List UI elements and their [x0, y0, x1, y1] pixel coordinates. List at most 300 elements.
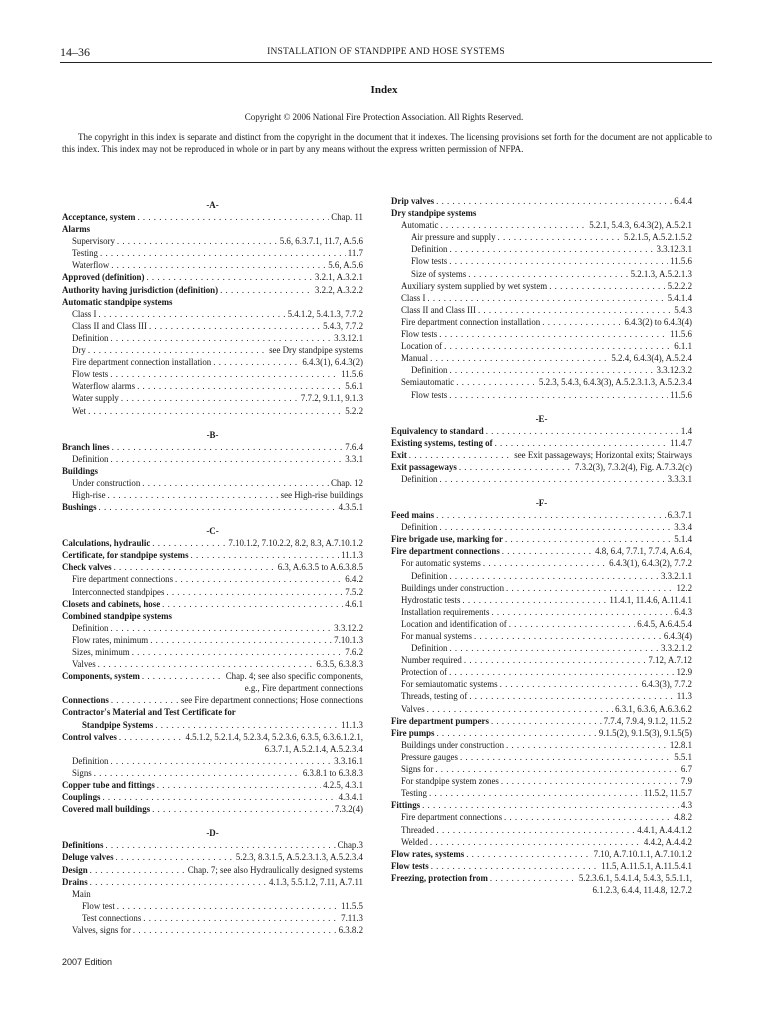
dot-leader [468, 268, 628, 280]
entry-reference: 6.4.4 [674, 196, 692, 206]
entry-reference: 7.3.2(3), 7.3.2(4), Fig. A.7.3.2(c) [574, 461, 692, 472]
dot-leader [466, 848, 591, 860]
dot-leader [88, 344, 267, 356]
entry-term: Valves, signs for [72, 924, 131, 935]
dot-leader [213, 356, 300, 368]
index-entry [391, 848, 692, 860]
section-gap [62, 815, 363, 823]
index-entry [391, 545, 692, 557]
index-entry [391, 425, 692, 437]
index-entry [391, 389, 692, 401]
entry-term: Manual [401, 353, 429, 364]
dot-leader [431, 860, 600, 872]
entry-term: Size of systems [411, 268, 467, 279]
index-entry [62, 392, 363, 404]
entry-term: Threaded [401, 824, 435, 835]
entry-term: Signs for [401, 764, 434, 775]
entry-term: Definition [72, 622, 109, 633]
entry-reference: 11.5.6 [670, 329, 692, 340]
entry-reference: 3.2.2, A.3.2.2 [314, 284, 363, 295]
index-entry [62, 223, 363, 235]
dot-leader [146, 271, 312, 283]
dot-leader [157, 779, 321, 791]
entry-term: Waterflow alarms [72, 381, 136, 392]
index-entry [62, 791, 363, 803]
entry-reference: 4.2.5, 4.3.1 [323, 780, 363, 791]
copyright-notice: Copyright © 2006 National Fire Protection Association. All Rights Reserved. [244, 112, 524, 122]
index-entry [391, 824, 692, 836]
entry-term: For semiautomatic systems [401, 679, 498, 690]
dot-leader [150, 634, 332, 646]
index-entry [391, 219, 692, 231]
entry-reference: 11.4.7 [670, 437, 692, 448]
index-entry [391, 509, 692, 521]
index-entry [391, 268, 692, 280]
entry-term: Copper tube and fittings [62, 780, 155, 791]
entry-reference: Chap. 11 [331, 212, 363, 222]
index-entry [62, 767, 363, 779]
entry-reference: 11.1.3 [341, 719, 363, 730]
dot-leader [491, 606, 672, 618]
index-entry [391, 207, 692, 219]
index-entry [62, 864, 363, 876]
entry-reference: 6.3.1, 6.3.6, A.6.3.6.2 [615, 703, 692, 714]
entry-reference: 12.8.1 [669, 739, 692, 750]
entry-term: Covered mall buildings [62, 804, 151, 815]
entry-reference: 7.12, A.7.12 [648, 655, 692, 666]
section-letter-heading: -A- [206, 200, 219, 210]
entry-reference: 7.10.1.2, 7.10.2.2, 8.2, 8.3, A.7.10.1.2 [228, 538, 363, 549]
index-entry [62, 561, 363, 573]
index-entry [62, 900, 363, 912]
dot-leader [111, 694, 179, 706]
index-entry [391, 364, 692, 376]
index-entry [391, 449, 692, 461]
index-entry [62, 876, 363, 888]
entry-term: Exit [391, 449, 407, 460]
dot-leader [143, 912, 339, 924]
index-entry [391, 304, 692, 316]
dot-leader [422, 799, 679, 811]
entry-term: Valves [401, 703, 425, 714]
section-letter-heading: -E- [535, 413, 548, 424]
index-entry [391, 521, 692, 533]
dot-leader [436, 727, 596, 739]
index-entry [62, 755, 363, 767]
dot-leader [119, 731, 184, 743]
dot-leader [506, 582, 674, 594]
page-number: 14–36 [60, 45, 90, 59]
section-gap [62, 417, 363, 425]
dot-leader [90, 864, 186, 876]
index-entry [62, 489, 363, 501]
entry-term: Buildings under construction [401, 739, 505, 750]
index-entry [391, 582, 692, 594]
entry-reference-continued: e.g., Fire department connections [244, 683, 363, 694]
entry-term: Flow tests [401, 329, 438, 340]
dot-leader [155, 719, 339, 731]
index-entry [391, 231, 692, 243]
index-entry [62, 405, 363, 417]
entry-reference: 6.4.3 [674, 606, 692, 617]
dot-leader [456, 376, 537, 388]
index-entry [391, 195, 692, 207]
entry-reference: 4.1.3, 5.5.1.2, 7.11, A.7.11 [268, 876, 363, 887]
entry-term: Waterflow [72, 260, 110, 271]
entry-term: Air pressure and supply [411, 232, 496, 243]
entry-term: Testing [72, 248, 98, 259]
index-entry [391, 739, 692, 751]
entry-term: Sizes, minimum [72, 647, 130, 657]
entry-reference: 5.5.1 [674, 751, 692, 762]
index-entry [391, 316, 692, 328]
index-entry [62, 368, 363, 380]
entry-term: Flow test [82, 900, 115, 911]
dot-leader [498, 231, 622, 243]
dot-leader [486, 425, 679, 437]
entry-term: Definition [401, 522, 438, 533]
dot-leader [220, 284, 313, 296]
entry-reference: 6.1.1 [674, 341, 692, 352]
entry-reference: 9.1.5(2), 9.1.5(3), 9.1.5(5) [598, 727, 692, 738]
entry-reference: 7.11.3 [341, 912, 363, 923]
entry-reference: 12.9 [676, 667, 692, 678]
index-entry [391, 654, 692, 666]
entry-term: Threads, testing of [401, 691, 468, 702]
entry-reference: 6.3.7.1 [667, 510, 692, 521]
entry-term: Fittings [391, 800, 421, 811]
index-entry [62, 247, 363, 259]
dot-leader [191, 549, 340, 561]
entry-term: Design [62, 864, 88, 875]
entry-reference: Chap. 4; see also specific components, [225, 671, 363, 682]
entry-term: Wet [72, 405, 87, 416]
index-entry [62, 259, 363, 271]
entry-term: Calculations, hydraulic [62, 538, 151, 549]
index-entry [391, 715, 692, 727]
index-entry [62, 501, 363, 513]
entry-reference: 12.2 [676, 582, 692, 593]
dot-leader [436, 509, 665, 521]
index-column-right [391, 195, 692, 896]
entry-reference: 11.5.5 [341, 900, 363, 911]
entry-term: Bushings [62, 502, 97, 513]
entry-reference: 7.9 [680, 776, 692, 787]
index-entry [62, 924, 363, 936]
entry-reference: 7.10.1.3 [334, 634, 363, 645]
entry-reference: 3.3.3.1 [667, 473, 692, 484]
dot-leader [166, 586, 343, 598]
entry-reference: 7.7.2, 9.1.1, 9.1.3 [300, 393, 363, 404]
index-entry [62, 296, 363, 308]
entry-term: Interconnected standpipes [72, 586, 165, 597]
dot-leader [137, 380, 343, 392]
index-entry [391, 352, 692, 364]
entry-reference: 11.5.6 [670, 256, 692, 267]
dot-leader [449, 255, 668, 267]
dot-leader [117, 900, 339, 912]
entry-term: Hydrostatic tests [401, 594, 461, 605]
entry-term: Flow tests [411, 389, 448, 400]
entry-term: For manual systems [401, 631, 472, 641]
entry-term: Definition [401, 473, 438, 484]
entry-reference: 11.5, A.11.5.1, A.11.5.4.1 [601, 860, 692, 871]
index-entry [391, 437, 692, 449]
dot-leader [117, 235, 278, 247]
entry-reference: 11.1.3 [341, 550, 363, 561]
entry-term: Branch lines [62, 441, 110, 452]
entry-term: Definition [411, 643, 448, 654]
index-entry [391, 727, 692, 739]
index-entry [391, 703, 692, 715]
index-entry [62, 851, 363, 863]
index-entry [391, 678, 692, 690]
entry-reference: 6.3.5, 6.3.8.3 [316, 659, 363, 670]
index-entry [62, 320, 363, 332]
entry-term: Check valves [62, 562, 112, 573]
entry-reference: 4.4.2, A.4.4.2 [643, 836, 692, 847]
index-entry [391, 872, 692, 884]
entry-term: Test connections [82, 912, 142, 923]
edition-footer: 2007 Edition [62, 957, 113, 967]
index-entry [391, 280, 692, 292]
index-entry [62, 537, 363, 549]
entry-term: Dry [72, 345, 86, 356]
dot-leader [110, 755, 332, 767]
entry-reference-continued: 6.1.2.3, 6.4.4, 11.4.8, 12.7.2 [592, 884, 692, 895]
dot-leader [108, 489, 279, 501]
index-entry [391, 340, 692, 352]
dot-leader [162, 598, 343, 610]
section-letter-heading: -F- [535, 498, 548, 509]
entry-reference: 5.4.3 [674, 304, 692, 315]
dot-leader [152, 803, 333, 815]
index-entry [62, 453, 363, 465]
dot-leader [149, 320, 321, 332]
index-entry [391, 666, 692, 678]
entry-term: Equivalency to standard [391, 425, 484, 436]
index-entry [391, 461, 692, 473]
entry-term: Fire department connection installation [401, 316, 541, 327]
index-entry [391, 836, 692, 848]
dot-leader [105, 839, 335, 851]
entry-reference: 6.4.3(2) to 6.4.3(4) [624, 316, 692, 327]
dot-leader [94, 767, 301, 779]
entry-reference: 6.3, A.6.3.5 to A.6.3.8.5 [277, 562, 363, 573]
entry-reference: see Fire department connections; Hose connections [180, 695, 363, 706]
dot-leader [102, 791, 336, 803]
entry-reference: 11.5.6 [341, 369, 363, 380]
index-entry [391, 811, 692, 823]
dot-leader [491, 715, 602, 727]
dot-leader [137, 211, 329, 223]
dot-leader [509, 618, 636, 630]
index-entry-continuation [62, 743, 363, 755]
index-entry [391, 328, 692, 340]
entry-term: Under construction [72, 477, 141, 488]
entry-reference: 5.4.1.2, 5.4.1.3, 7.7.2 [287, 308, 363, 319]
section-letter-heading: -B- [206, 429, 219, 440]
entry-term: Number required [401, 655, 462, 666]
entry-term: Acceptance, system [62, 212, 136, 222]
entry-term: Contractor's Material and Test Certificate for [62, 707, 236, 718]
index-entry [62, 441, 363, 453]
index-entry [391, 473, 692, 485]
dot-leader [460, 751, 672, 763]
entry-reference: 5.2.1.3, A.5.2.1.3 [630, 268, 692, 279]
entry-reference: 6.3.8.1 to 6.3.8.3 [302, 767, 363, 778]
index-entry [62, 731, 363, 743]
entry-term: Flow rates, minimum [72, 634, 149, 645]
dot-leader [495, 437, 669, 449]
entry-term: Definition [72, 755, 109, 766]
dot-leader [110, 622, 332, 634]
index-entry [62, 308, 363, 320]
entry-reference: 6.7 [680, 764, 692, 775]
entry-reference: 5.2.1, 5.4.3, 6.4.3(2), A.5.2.1 [589, 220, 692, 231]
entry-reference: see Exit passageways; Horizontal exits; Stairways [514, 449, 692, 460]
entry-reference: 3.3.12.3.2 [656, 365, 692, 376]
entry-term: Definition [72, 453, 109, 464]
index-entry [62, 646, 363, 658]
dot-leader [99, 501, 337, 513]
entry-reference: 3.3.4 [674, 522, 692, 533]
entry-term: For automatic systems [401, 558, 481, 569]
index-entry [62, 271, 363, 283]
entry-term: Authority having jurisdiction (definition) [62, 284, 219, 295]
entry-term: Existing systems, testing of [391, 437, 493, 448]
entry-reference: 4.3 [680, 800, 692, 811]
section-letter-heading: -C- [206, 526, 219, 537]
entry-term: For standpipe system zones [401, 776, 499, 787]
dot-leader [504, 811, 672, 823]
index-entry [62, 670, 363, 682]
entry-reference: 6.3.8.2 [338, 924, 363, 935]
entry-term: High-rise [72, 489, 106, 500]
index-entry [391, 606, 692, 618]
index-entry [62, 477, 363, 489]
index-entry [391, 630, 692, 642]
entry-reference: Chap. 12 [330, 477, 363, 488]
entry-term: Buildings [62, 465, 99, 476]
entry-reference: 3.3.12.3.1 [656, 244, 692, 255]
entry-reference: 6.4.3(1), 6.4.3(2), 7.7.2 [609, 558, 692, 569]
entry-term: Semiautomatic [401, 377, 455, 388]
entry-term: Location of [401, 341, 443, 352]
index-entry [391, 787, 692, 799]
entry-term: Automatic standpipe systems [62, 296, 173, 307]
entry-reference: 6.4.3(1), 6.4.3(2) [302, 357, 363, 368]
dot-leader [490, 872, 577, 884]
entry-term: Supervisory [72, 236, 115, 247]
entry-term: Deluge valves [62, 852, 114, 863]
index-entry [62, 888, 363, 900]
index-entry [62, 912, 363, 924]
entry-term: Fire department connections [391, 546, 500, 557]
entry-term: Auxiliary system supplied by wet system [401, 280, 548, 291]
dot-leader [542, 316, 622, 328]
entry-term: Testing [401, 788, 427, 799]
index-entry [62, 549, 363, 561]
index-entry [62, 658, 363, 670]
entry-term: Drip valves [391, 196, 435, 206]
entry-reference: 4.8.2 [674, 812, 692, 823]
dot-leader [90, 876, 267, 888]
index-entry [62, 211, 363, 223]
dot-leader [100, 247, 346, 259]
entry-term: Definition [72, 332, 109, 343]
entry-reference: 7.6.2 [345, 647, 363, 657]
entry-term: Fire department pumpers [391, 715, 489, 726]
index-title: Index [370, 84, 398, 96]
entry-term: Fire department connections [401, 812, 503, 823]
dot-leader [409, 449, 513, 461]
entry-term: Definition [411, 365, 448, 376]
index-entry [62, 634, 363, 646]
entry-reference: 7.6.4 [345, 441, 363, 452]
entry-reference: 5.2.4, 6.4.3(4), A.5.2.4 [611, 353, 692, 364]
entry-reference: Chap.3 [337, 840, 363, 851]
index-entry [391, 243, 692, 255]
dot-leader [500, 678, 640, 690]
index-entry [391, 690, 692, 702]
index-entry [62, 465, 363, 477]
entry-term: Flow tests [411, 256, 448, 267]
index-entry [62, 380, 363, 392]
entry-term: Definition [411, 244, 448, 255]
dot-leader [449, 243, 654, 255]
entry-term: Class II and Class III [72, 320, 147, 331]
entry-term: Fire brigade use, marking for [391, 534, 503, 545]
dot-leader [474, 630, 662, 642]
entry-reference: 6.4.5, A.6.4.5.4 [637, 618, 692, 629]
index-entry [62, 573, 363, 585]
entry-reference: 11.5.2, 11.5.7 [643, 788, 692, 799]
dot-leader [501, 775, 679, 787]
entry-reference: 3.3.12.1 [334, 332, 363, 343]
entry-reference: 4.3.4.1 [338, 792, 363, 803]
dot-leader [110, 368, 339, 380]
dot-leader [505, 533, 672, 545]
entry-term: Definition [411, 570, 448, 581]
dot-leader [502, 545, 593, 557]
dot-leader [429, 787, 642, 799]
dot-leader [142, 477, 329, 489]
dot-leader [506, 739, 668, 751]
entry-reference: 11.5.6 [670, 389, 692, 400]
entry-term: Flow tests [391, 860, 429, 871]
dot-leader [121, 392, 299, 404]
index-entry [62, 719, 363, 731]
entry-reference: 7.5.2 [345, 586, 363, 597]
dot-leader [459, 461, 573, 473]
entry-term: Closets and cabinets, hose [62, 598, 161, 609]
section-gap [391, 485, 692, 493]
index-entry [391, 570, 692, 582]
entry-reference: 4.4.1, A.4.4.1.2 [637, 824, 692, 835]
entry-term: Certificate, for standpipe systems [62, 550, 189, 561]
entry-term: Buildings under construction [401, 582, 505, 593]
entry-reference: 3.3.16.1 [334, 755, 363, 766]
entry-term: Feed mains [391, 510, 435, 521]
entry-reference: 6.4.3(3), 7.7.2 [641, 679, 692, 690]
entry-reference: see High-rise buildings [280, 489, 363, 500]
entry-reference: 5.2.2 [345, 405, 363, 416]
dot-leader [478, 304, 672, 316]
index-entry [391, 799, 692, 811]
entry-term: Couplings [62, 792, 101, 803]
index-entry [391, 376, 692, 388]
